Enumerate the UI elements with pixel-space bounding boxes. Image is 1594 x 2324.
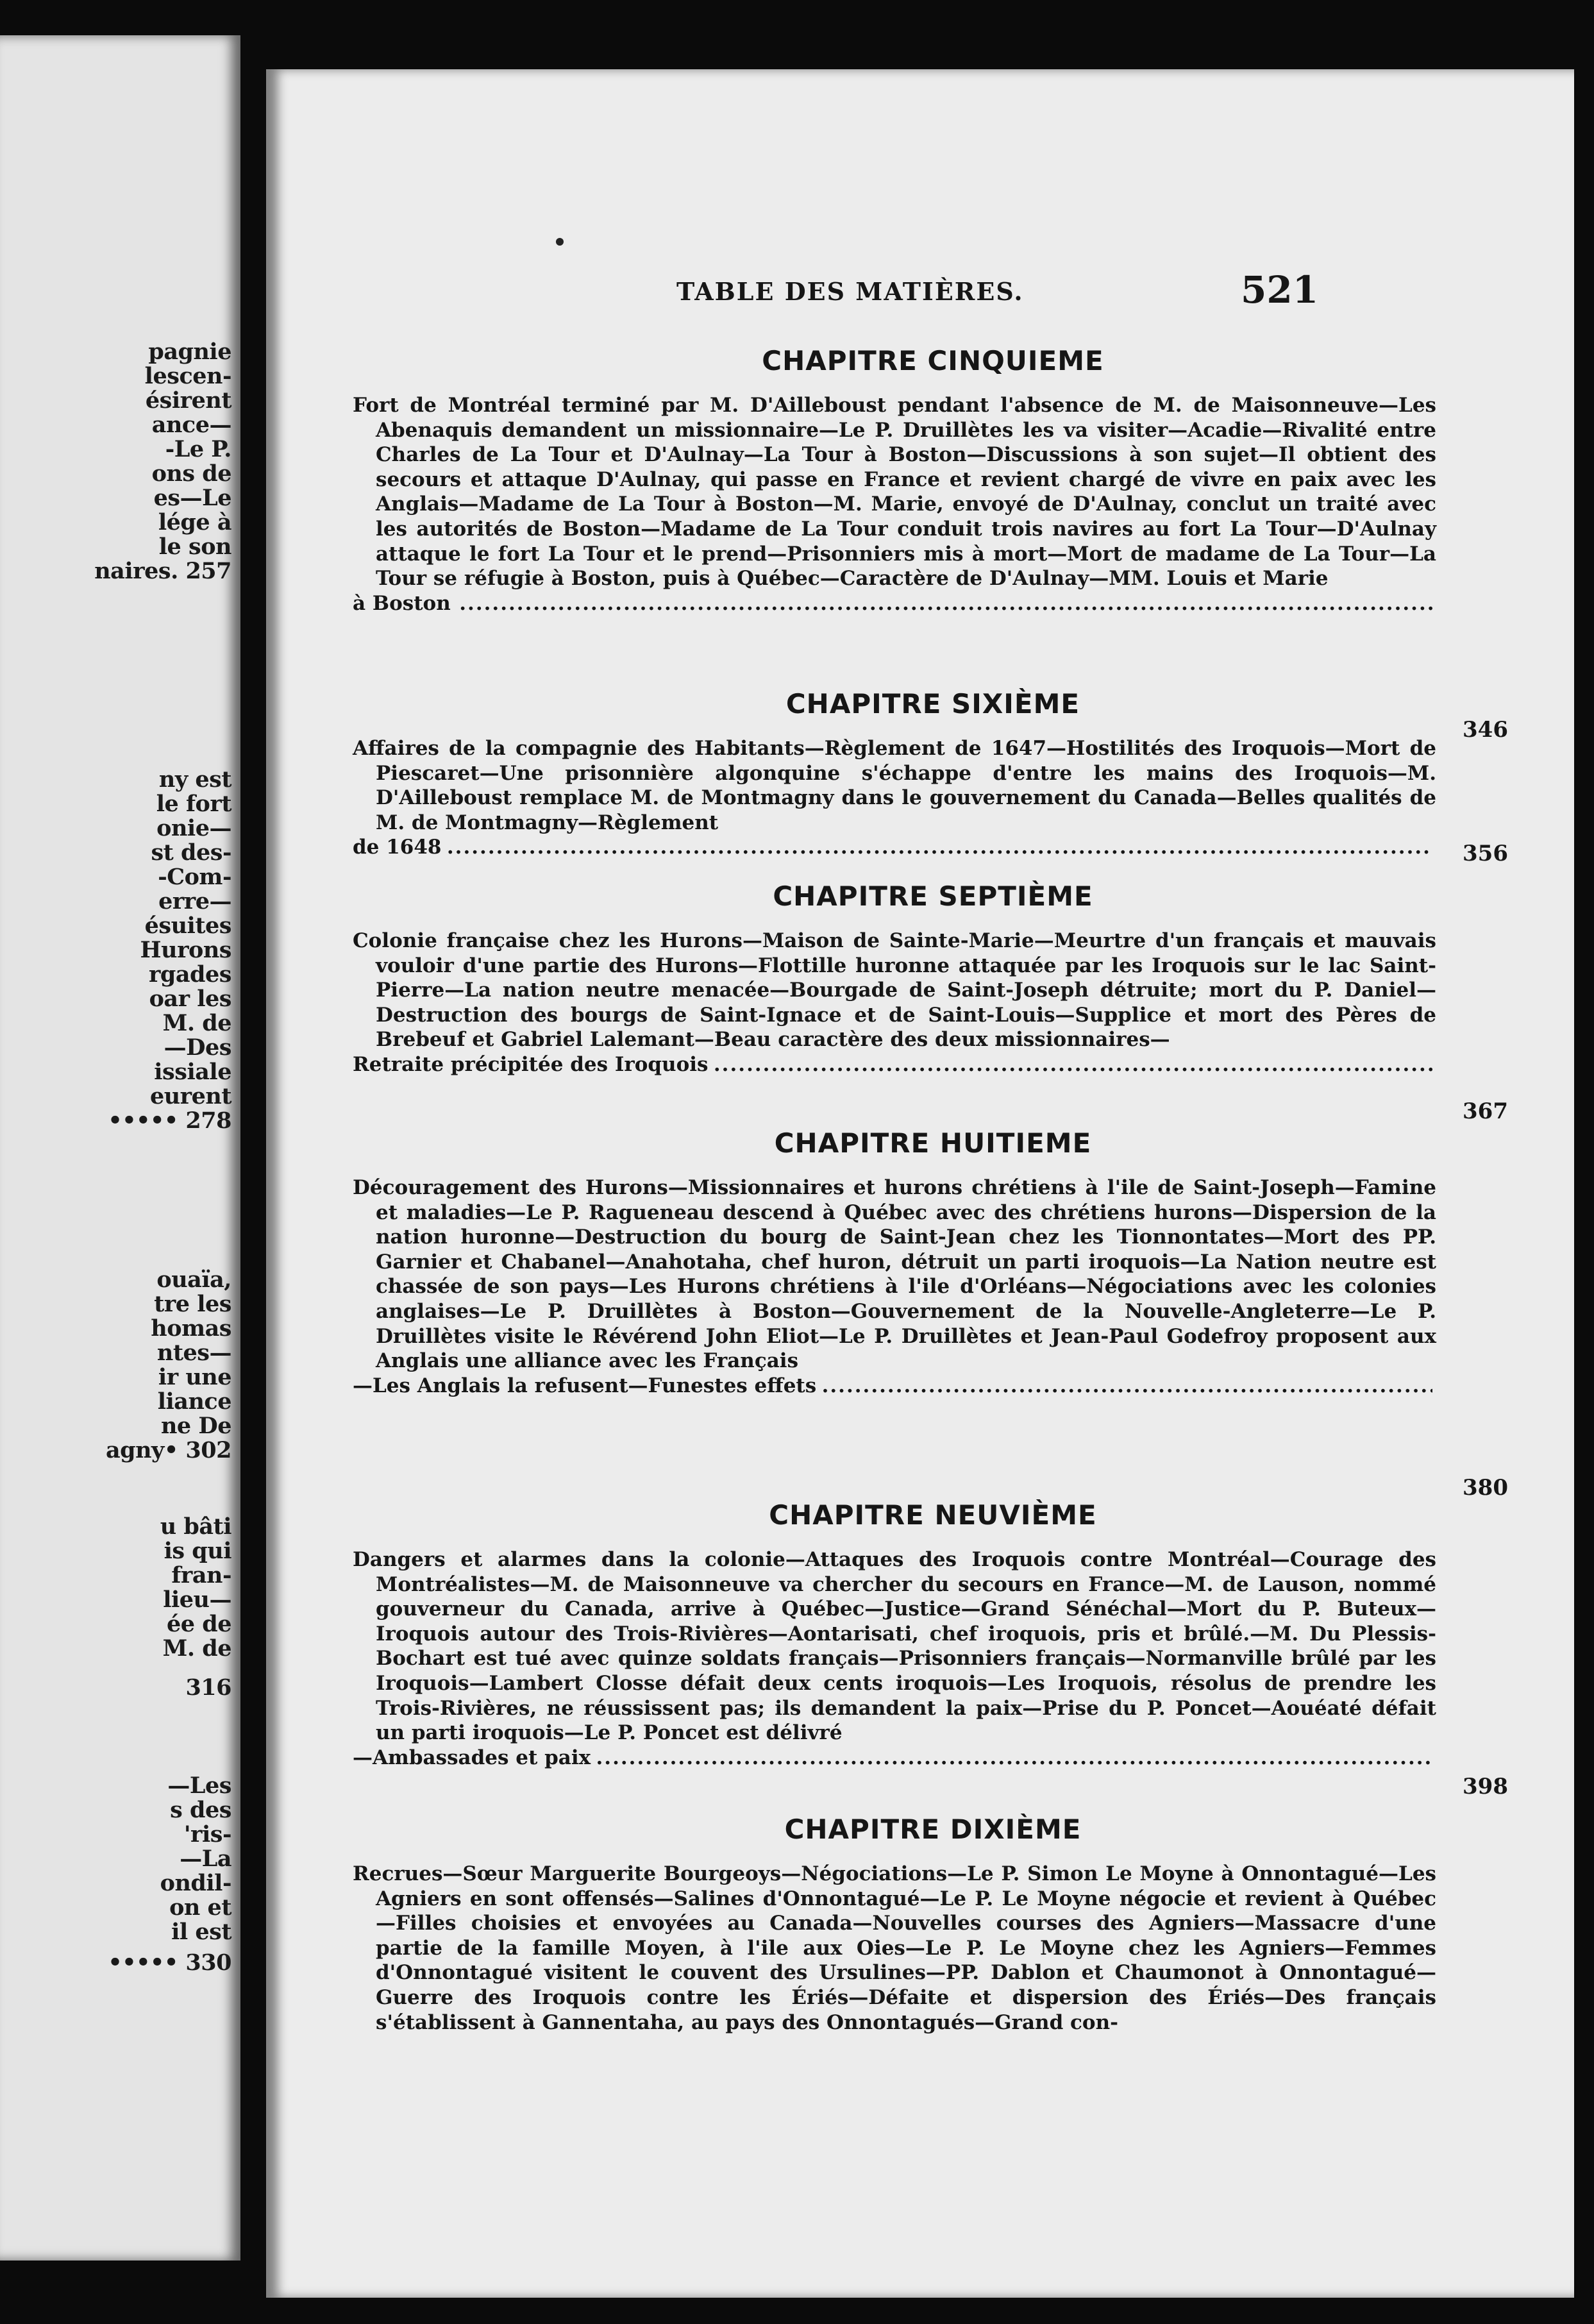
facing-page-line: 'ris-: [183, 1821, 231, 1848]
facing-page-line: Hurons: [140, 937, 231, 963]
chapter-page-ref: 380: [1463, 1475, 1508, 1501]
chapter-heading: CHAPITRE CINQUIEME: [762, 345, 1104, 376]
facing-page-line: ne De: [160, 1413, 231, 1439]
facing-page-line: onie—: [156, 815, 231, 841]
page-number: 521: [1241, 268, 1319, 312]
facing-page-line: —Des: [164, 1034, 231, 1061]
facing-page-line: ny est: [158, 766, 231, 793]
facing-page-line: homas: [151, 1315, 231, 1342]
dot-leader: [820, 1374, 1432, 1399]
chapter-heading: CHAPITRE HUITIEME: [774, 1127, 1092, 1159]
chapter-summary: [353, 929, 1475, 1077]
facing-page-line: le fort: [156, 791, 231, 817]
chapter-summary: [353, 1547, 1475, 1770]
summary-last-line: Retraite précipitée des Iroquois: [353, 1052, 709, 1076]
running-head: [266, 268, 1574, 313]
chapter-summary: [353, 393, 1475, 616]
facing-page-line: ésirent: [145, 387, 231, 414]
facing-page-line: ir une: [158, 1364, 231, 1390]
facing-page-line: eurent: [149, 1083, 231, 1109]
chapter-page-ref: 356: [1463, 841, 1508, 866]
summary-text: Découragement des Hurons—Missionnaires et hurons chrétiens à l'ile de Saint-Joseph—Famine et maladies—Le P. Ragueneau descend à Québec avec des chrétiens hurons—Dispersion de la nation huronne—Destruction du bourg de Saint-Jean chez les Tionnontates—Mort des PP. Garnier et Chabanel—Anahotaha, chef huron, détruit un parti iroquois—La Nation neutre est chassée de son pays—Les Hurons chrétiens à l'ile d'Orléans—Négociations avec les colonies anglaises—Le P. Druillètes à Boston—Gouvernement de la Nouvelle-Angleterre—Le P. Druillètes visite le Révérend John Eliot—Le P. Druillètes et Jean-Paul Godefroy proposent aux Anglais une alliance avec les Français: [353, 1176, 1436, 1373]
chapter-heading: CHAPITRE SEPTIÈME: [773, 880, 1093, 912]
facing-page-line: ondil-: [160, 1870, 231, 1896]
summary-last-line: à Boston: [353, 591, 451, 615]
facing-page-line: M. de: [162, 1010, 231, 1036]
facing-page-line: ance—: [151, 412, 231, 438]
dot-leader: [445, 835, 1432, 860]
leader-line: [353, 591, 1436, 616]
facing-page-line: ntes—: [156, 1340, 231, 1366]
facing-page-line: ••••• 278: [108, 1107, 231, 1134]
chapter-page-ref: 367: [1463, 1099, 1508, 1124]
facing-page-line: st des-: [151, 839, 231, 866]
facing-page-line: lieu—: [163, 1587, 231, 1613]
chapter-summary: [353, 1175, 1475, 1398]
leader-line: [353, 1374, 1436, 1399]
ink-speck: [556, 238, 564, 246]
facing-page-line: -Com-: [158, 864, 231, 890]
facing-page-line: pagnie: [148, 339, 231, 365]
summary-last-line: —Les Anglais la refusent—Funestes effets: [353, 1374, 817, 1397]
leader-line: [353, 1746, 1436, 1771]
dot-leader: [712, 1052, 1432, 1077]
summary-last-line: de 1648: [353, 836, 442, 859]
facing-page-line: -Le P.: [165, 436, 231, 462]
facing-page-line: fran-: [171, 1562, 231, 1588]
facing-page-line: s des: [170, 1797, 231, 1823]
facing-page-line: ons de: [151, 460, 231, 487]
facing-page-line: oar les: [149, 986, 231, 1012]
facing-page-line: il est: [171, 1919, 231, 1945]
facing-page-line: rgades: [148, 961, 231, 988]
facing-page-line: —Les: [167, 1772, 231, 1799]
dot-leader: [458, 591, 1432, 616]
facing-page-line: on et: [169, 1894, 231, 1921]
facing-page-line: agny• 302: [105, 1437, 231, 1463]
chapter-8: [353, 1127, 1508, 1501]
chapter-7: [353, 880, 1508, 1124]
summary-text: Affaires de la compagnie des Habitants—Règlement de 1647—Hostilités des Iroquois—Mort de Piescaret—Une prisonnière algonquine s'échappe d'entre les mains des Iroquois—M. D'Ailleboust remplace M. de Montmagny dans le gouvernement du Canada—Belles qualités de M. de Montmagny—Règlement: [353, 737, 1436, 834]
summary-text: Colonie française chez les Hurons—Maison de Sainte-Marie—Meurtre d'un français et mauvais vouloir d'une partie des Hurons—Flottille huronne attaquée par les Iroquois sur le lac Saint-Pierre—La nation neutre menacée—Bourgade de Saint-Joseph détruite; mort du P. Daniel—Destruction des bourgs de Saint-Ignace et de Saint-Louis—Supplice et mort des Pères de Brebeuf et Gabriel Lalemant—Beau caractère des deux missionnaires—: [353, 929, 1436, 1052]
chapter-page-ref: 398: [1463, 1774, 1508, 1799]
facing-page-line: naires. 257: [94, 558, 231, 584]
facing-page-line: liance: [157, 1388, 231, 1415]
chapter-summary: [353, 1862, 1475, 2035]
facing-page-line: u bâti: [160, 1513, 231, 1540]
summary-last-line: —Ambassades et paix: [353, 1746, 591, 1769]
book-page: [266, 69, 1574, 2298]
summary-text: Fort de Montréal terminé par M. D'Ailleboust pendant l'absence de M. de Maisonneuve—Les Abenaquis demandent un missionnaire—Le P. Druillètes les va visiter—Acadie—Rivalité entre Charles de La Tour et D'Aulnay—La Tour à Boston—Discussions à son sujet—Il obtient des secours et attaque D'Aulnay, qui passe en France et revient chargé de vivre en paix avec les Anglais—Madame de La Tour à Boston—M. Marie, envoyé de D'Aulnay, conclut un traité avec les autorités de Boston—Madame de La Tour conduit trois navires au fort La Tour—D'Aulnay attaque le fort La Tour et le prend—Prisonniers mis à mort—Mort de madame de La Tour—La Tour se réfugie à Boston, puis à Québec—Caractère de D'Aulnay—MM. Louis et Marie: [353, 394, 1436, 591]
chapter-heading: CHAPITRE SIXIÈME: [785, 688, 1080, 720]
chapter-summary: [353, 736, 1475, 860]
leader-line: [353, 1052, 1436, 1077]
summary-text: Dangers et alarmes dans la colonie—Attaques des Iroquois contre Montréal—Courage des Montréalistes—M. de Maisonneuve va chercher du secours en France—M. de Lauson, nommé gouverneur du Canada, arrive à Québec—Justice—Grand Sénéchal—Mort du P. Buteux—Iroquois autour des Trois-Rivières—Aontarisati, chef iroquois, pris et brûlé.—M. Du Plessis-Bochart est tué avec quinze soldats français—Prisonniers français—Normanville brûlé par les Iroquois—Lambert Closse défait deux cents iroquois—Les Iroquois, résolus de prendre les Trois-Rivières, ne réussissent pas; ils demandent la paix—Prise du P. Poncet—Aouéaté défait un parti iroquois—Le P. Poncet est délivré: [353, 1548, 1436, 1745]
facing-page-line: ••••• 330: [108, 1949, 231, 1976]
facing-page-line: lége à: [158, 509, 231, 535]
chapter-heading: CHAPITRE NEUVIÈME: [769, 1499, 1097, 1531]
facing-page-line: —La: [180, 1846, 231, 1872]
facing-page-line: ésuites: [144, 913, 231, 939]
facing-page-line: is qui: [164, 1538, 231, 1564]
facing-page-fragment: [0, 35, 240, 2261]
facing-page-line: issiale: [154, 1059, 231, 1085]
chapter-heading: CHAPITRE DIXIÈME: [784, 1814, 1082, 1845]
chapter-9: [353, 1499, 1508, 1799]
dot-leader: [594, 1746, 1432, 1771]
facing-page-line: le son: [158, 534, 231, 560]
leader-line: [353, 835, 1436, 860]
running-head-title: TABLE DES MATIÈRES.: [676, 277, 1024, 306]
facing-page-line: M. de: [162, 1635, 231, 1662]
facing-page-line: lescen-: [144, 363, 231, 389]
chapter-page-ref: 346: [1463, 717, 1508, 743]
summary-text: Recrues—Sœur Marguerite Bourgeoys—Négociations—Le P. Simon Le Moyne à Onnontagué—Les Agniers en sont offensés—Salines d'Onnontagué—Le P. Le Moyne négocie et revient à Québec—Filles choisies et envoyées au Canada—Nouvelles courses des Agniers—Massacre d'une partie de la famille Moyen, à l'ile aux Oies—Le P. Le Moyne chez les Agniers—Femmes d'Onnontagué visitent le couvent des Ursulines—PP. Dablon et Chaumonot à Onnontagué—Guerre des Iroquois contre les Ériés—Défaite et dispersion des Ériés—Des français s'établissent à Gannentaha, au pays des Onnontagués—Grand con-: [353, 1862, 1436, 2034]
facing-page-line: ée de: [167, 1611, 231, 1637]
facing-page-line: ouaïa,: [156, 1267, 231, 1293]
chapter-10: [353, 1814, 1475, 2035]
facing-page-line: es—Le: [153, 485, 231, 511]
facing-page-line: erre—: [158, 888, 231, 914]
facing-page-line: 316: [185, 1674, 231, 1701]
facing-page-line: tre les: [154, 1291, 231, 1317]
